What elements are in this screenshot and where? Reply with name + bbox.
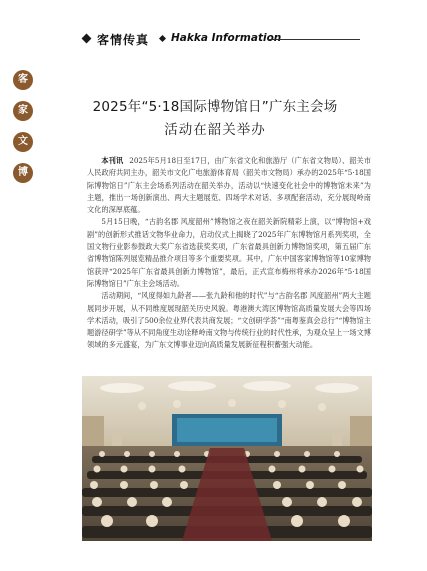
article-body xyxy=(87,155,371,352)
paragraph: 5月15日晚，“古韵名郡 风度韶州”博物馆之夜在韶关新院精彩上演，以“博物馆+戏剧”的创新形式推话文物华业命力，启动仪式上揭晓了2025年广东博物馆月系列奖项，全国文物行业影参鼓政大奖广东省选获奖奖项，广东省最具创新力博物馆奖项，第五届广东省博物馆陈列展览精品推介项目等多个重要奖项。其中，广东中国客家博物馆等10家博物馆获评“2025年广东省最具创新力博物馆”，最后，正式宣布梅州将承办2026年“5·18国际博物馆日”广东主会场活动。 xyxy=(87,217,371,288)
side-tab: 家 xyxy=(13,101,33,121)
title-line-1: 2025年“5·18国际博物馆日”广东主会场 xyxy=(92,99,338,115)
diamond-separator-icon xyxy=(159,35,166,42)
page-header xyxy=(0,30,427,50)
diamond-bullet-icon xyxy=(82,34,92,44)
byline: 本刊讯 xyxy=(101,156,124,165)
title-line-2: 活动在韶关举办 xyxy=(164,122,266,138)
side-tab: 文 xyxy=(13,132,33,152)
conference-photo xyxy=(82,376,372,541)
header-rule xyxy=(268,39,360,40)
paragraph xyxy=(87,155,371,216)
side-tab: 客 xyxy=(13,70,33,90)
paragraph: 活动期间，“风度得如九龄者——张九龄和他的时代”与“古韵名郡 风度韶州”两大主题展同步开展，从不同维度展现韶关历史风貌。粤港澳大湾区博物馆高质量发展大会等四场学术活动，吸引了500余位业界代表共商发展；“文创研学荟”“南粤鉴真会总行”“博物馆主题游径研学”等从不同角度生动诠释岭南文物与传统行业的时代性承，为观众呈上一场文博领域的多元盛宴，为广东文博事业迈向高质量发展新征程积蓄强大动能。 xyxy=(87,291,371,350)
section-title-en: Hakka Information xyxy=(171,32,282,44)
side-tab: 博 xyxy=(13,163,33,183)
section-title-cn: 客情传真 xyxy=(97,33,150,47)
paragraph-text: 2025年5月18日至17日，由广东省文化和旅游厅（广东省文物局）、韶关市人民政府共同主办，韶关市文化广电旅游体育局（韶关市文物局）承办的2025年“5·18国际博物馆日”广东主会场系列活动在韶关举办，活动以“快速变化社会中的博物馆未来”为主题，推出一场创新演出、两大主题展览、四场学术对话、多项配套活动，充分展现岭南文化的深厚底蕴。 xyxy=(87,156,371,215)
side-tab-column xyxy=(13,70,37,194)
conference-hall-photo-icon xyxy=(82,376,372,541)
article-title xyxy=(60,97,370,140)
